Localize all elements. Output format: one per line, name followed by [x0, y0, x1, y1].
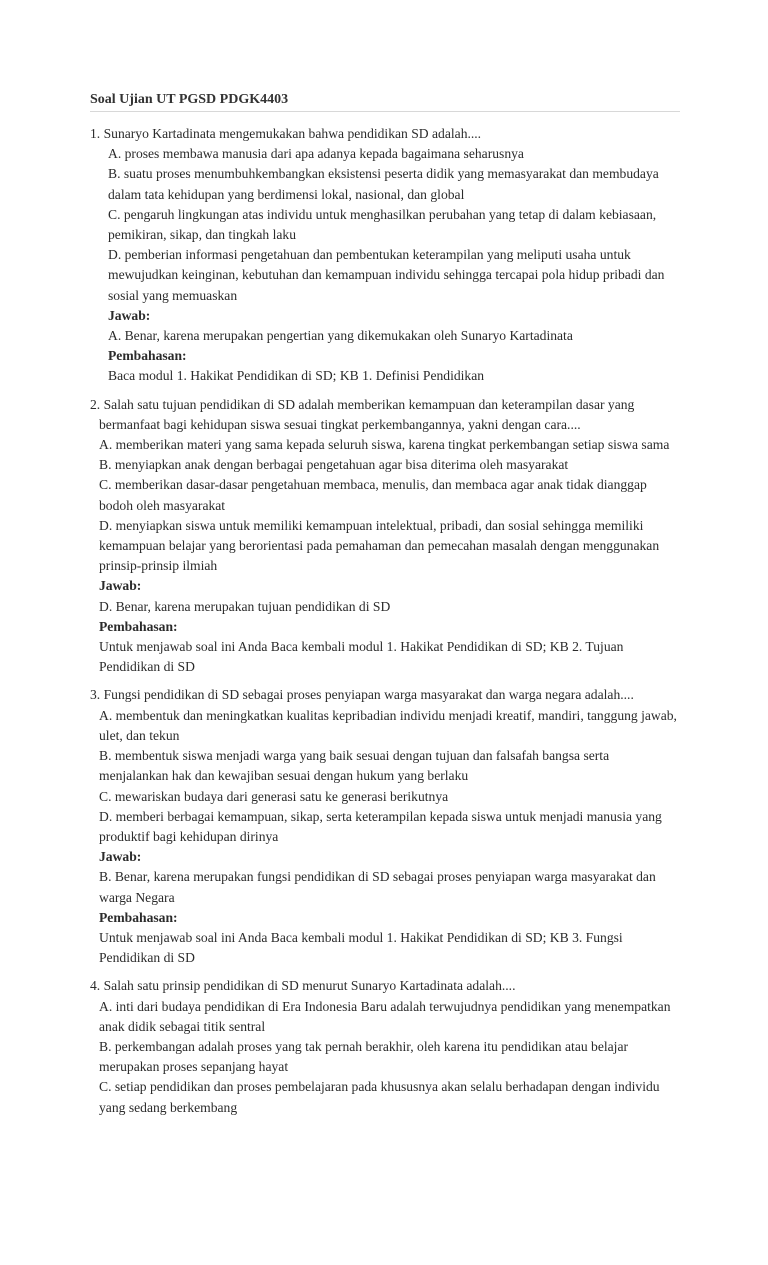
discussion-text: Baca modul 1. Hakikat Pendidikan di SD; KB 1. Definisi Pendidikan — [108, 368, 485, 384]
option-a: A. memberikan materi yang sama kepada seluruh siswa, karena tingkat perkembangan setiap siswa sama — [99, 437, 670, 453]
question-text: 4. Salah satu prinsip pendidikan di SD menurut Sunaryo Kartadinata adalah.... — [90, 978, 516, 994]
question-text: 1. Sunaryo Kartadinata mengemukakan bahwa pendidikan SD adalah.... — [90, 126, 482, 141]
question-block — [90, 124, 680, 387]
question-text: 3. Fungsi pendidikan di SD sebagai proses penyiapan warga masyarakat dan warga negara adalah.... — [90, 687, 634, 703]
option-b: B. perkembangan adalah proses yang tak pernah berakhir, oleh karena itu pendidikan atau belajar merupakan proses sepanjang hayat — [99, 1038, 629, 1075]
document-title: Soal Ujian UT PGSD PDGK4403 — [90, 92, 289, 107]
answer-label: Jawab: — [99, 578, 142, 594]
discussion-label: Pembahasan: — [99, 618, 178, 634]
question-block — [90, 395, 680, 678]
option-d: D. pemberian informasi pengetahuan dan pembentukan keterampilan yang meliputi usaha untuk mewujudkan keinginan, kebutuhan dan kemampuan individu sehingga tercapai pola hidup pribadi dan sosial yang memuaskan — [108, 247, 665, 303]
option-a: A. inti dari budaya pendidikan di Era Indonesia Baru adalah terwujudnya pendidikan yang menempatkan anak didik sebagai titik sentral — [99, 998, 671, 1034]
question-text: 2. Salah satu tujuan pendidikan di SD adalah memberikan kemampuan dan keterampilan dasar yang bermanfaat bagi kehidupan siswa sesuai tingkat perkembangannya, yakni dengan cara.... — [90, 396, 635, 432]
discussion-text: Untuk menjawab soal ini Anda Baca kembali modul 1. Hakikat Pendidikan di SD; KB 2. Tujuan Pendidikan di SD — [99, 639, 624, 675]
discussion-label: Pembahasan: — [99, 909, 178, 925]
question-block — [90, 976, 680, 1117]
option-b: B. menyiapkan anak dengan berbagai pengetahuan agar bisa diterima oleh masyarakat — [99, 457, 569, 473]
discussion-text: Untuk menjawab soal ini Anda Baca kembali modul 1. Hakikat Pendidikan di SD; KB 3. Fungsi Pendidikan di SD — [99, 929, 623, 966]
option-b: B. membentuk siswa menjadi warga yang baik sesuai dengan tujuan dan falsafah bangsa serta menjalankan hak dan kewajiban sesuai dengan hukum yang berlaku — [99, 748, 610, 784]
document-body — [90, 124, 680, 1126]
option-d: D. memberi berbagai kemampuan, sikap, serta keterampilan kepada siswa untuk menjadi manusia yang produktif bagi kehidupan dirinya — [99, 808, 662, 844]
answer-text: A. Benar, karena merupakan pengertian yang dikemukakan oleh Sunaryo Kartadinata — [108, 328, 573, 344]
discussion-label: Pembahasan: — [108, 348, 187, 364]
answer-text: D. Benar, karena merupakan tujuan pendidikan di SD — [99, 598, 391, 614]
option-c: C. mewariskan budaya dari generasi satu ke generasi berikutnya — [99, 788, 449, 804]
option-d: D. menyiapkan siswa untuk memiliki kemampuan intelektual, pribadi, dan sosial sehingga memiliki kemampuan belajar yang berorientasi pada pemahaman dan pemecahan masalah dengan menggunakan prinsip-prinsip ilmiah — [99, 517, 660, 574]
answer-label: Jawab: — [99, 849, 142, 865]
option-a: A. proses membawa manusia dari apa adanya kepada bagaimana seharusnya — [108, 146, 524, 162]
title-divider — [90, 111, 680, 112]
option-b: B. suatu proses menumbuhkembangkan eksistensi peserta didik yang memasyarakat dan membudaya dalam tata kehidupan yang berdimensi lokal, nasional, dan global — [108, 166, 659, 202]
question-block — [90, 685, 680, 968]
option-c: C. memberikan dasar-dasar pengetahuan membaca, menulis, dan membaca agar anak tidak dianggap bodoh oleh masyarakat — [99, 477, 647, 513]
answer-text: B. Benar, karena merupakan fungsi pendidikan di SD sebagai proses penyiapan warga masyarakat dan warga Negara — [99, 869, 656, 905]
option-a: A. membentuk dan meningkatkan kualitas kepribadian individu menjadi kreatif, mandiri, tanggung jawab, ulet, dan tekun — [99, 707, 677, 743]
option-c: C. setiap pendidikan dan proses pembelajaran pada khususnya akan selalu berhadapan dengan individu yang sedang berkembang — [99, 1079, 660, 1115]
answer-label: Jawab: — [108, 307, 151, 323]
option-c: C. pengaruh lingkungan atas individu untuk menghasilkan perubahan yang tetap di dalam kebiasaan, pemikiran, sikap, dan tingkah laku — [108, 206, 657, 243]
